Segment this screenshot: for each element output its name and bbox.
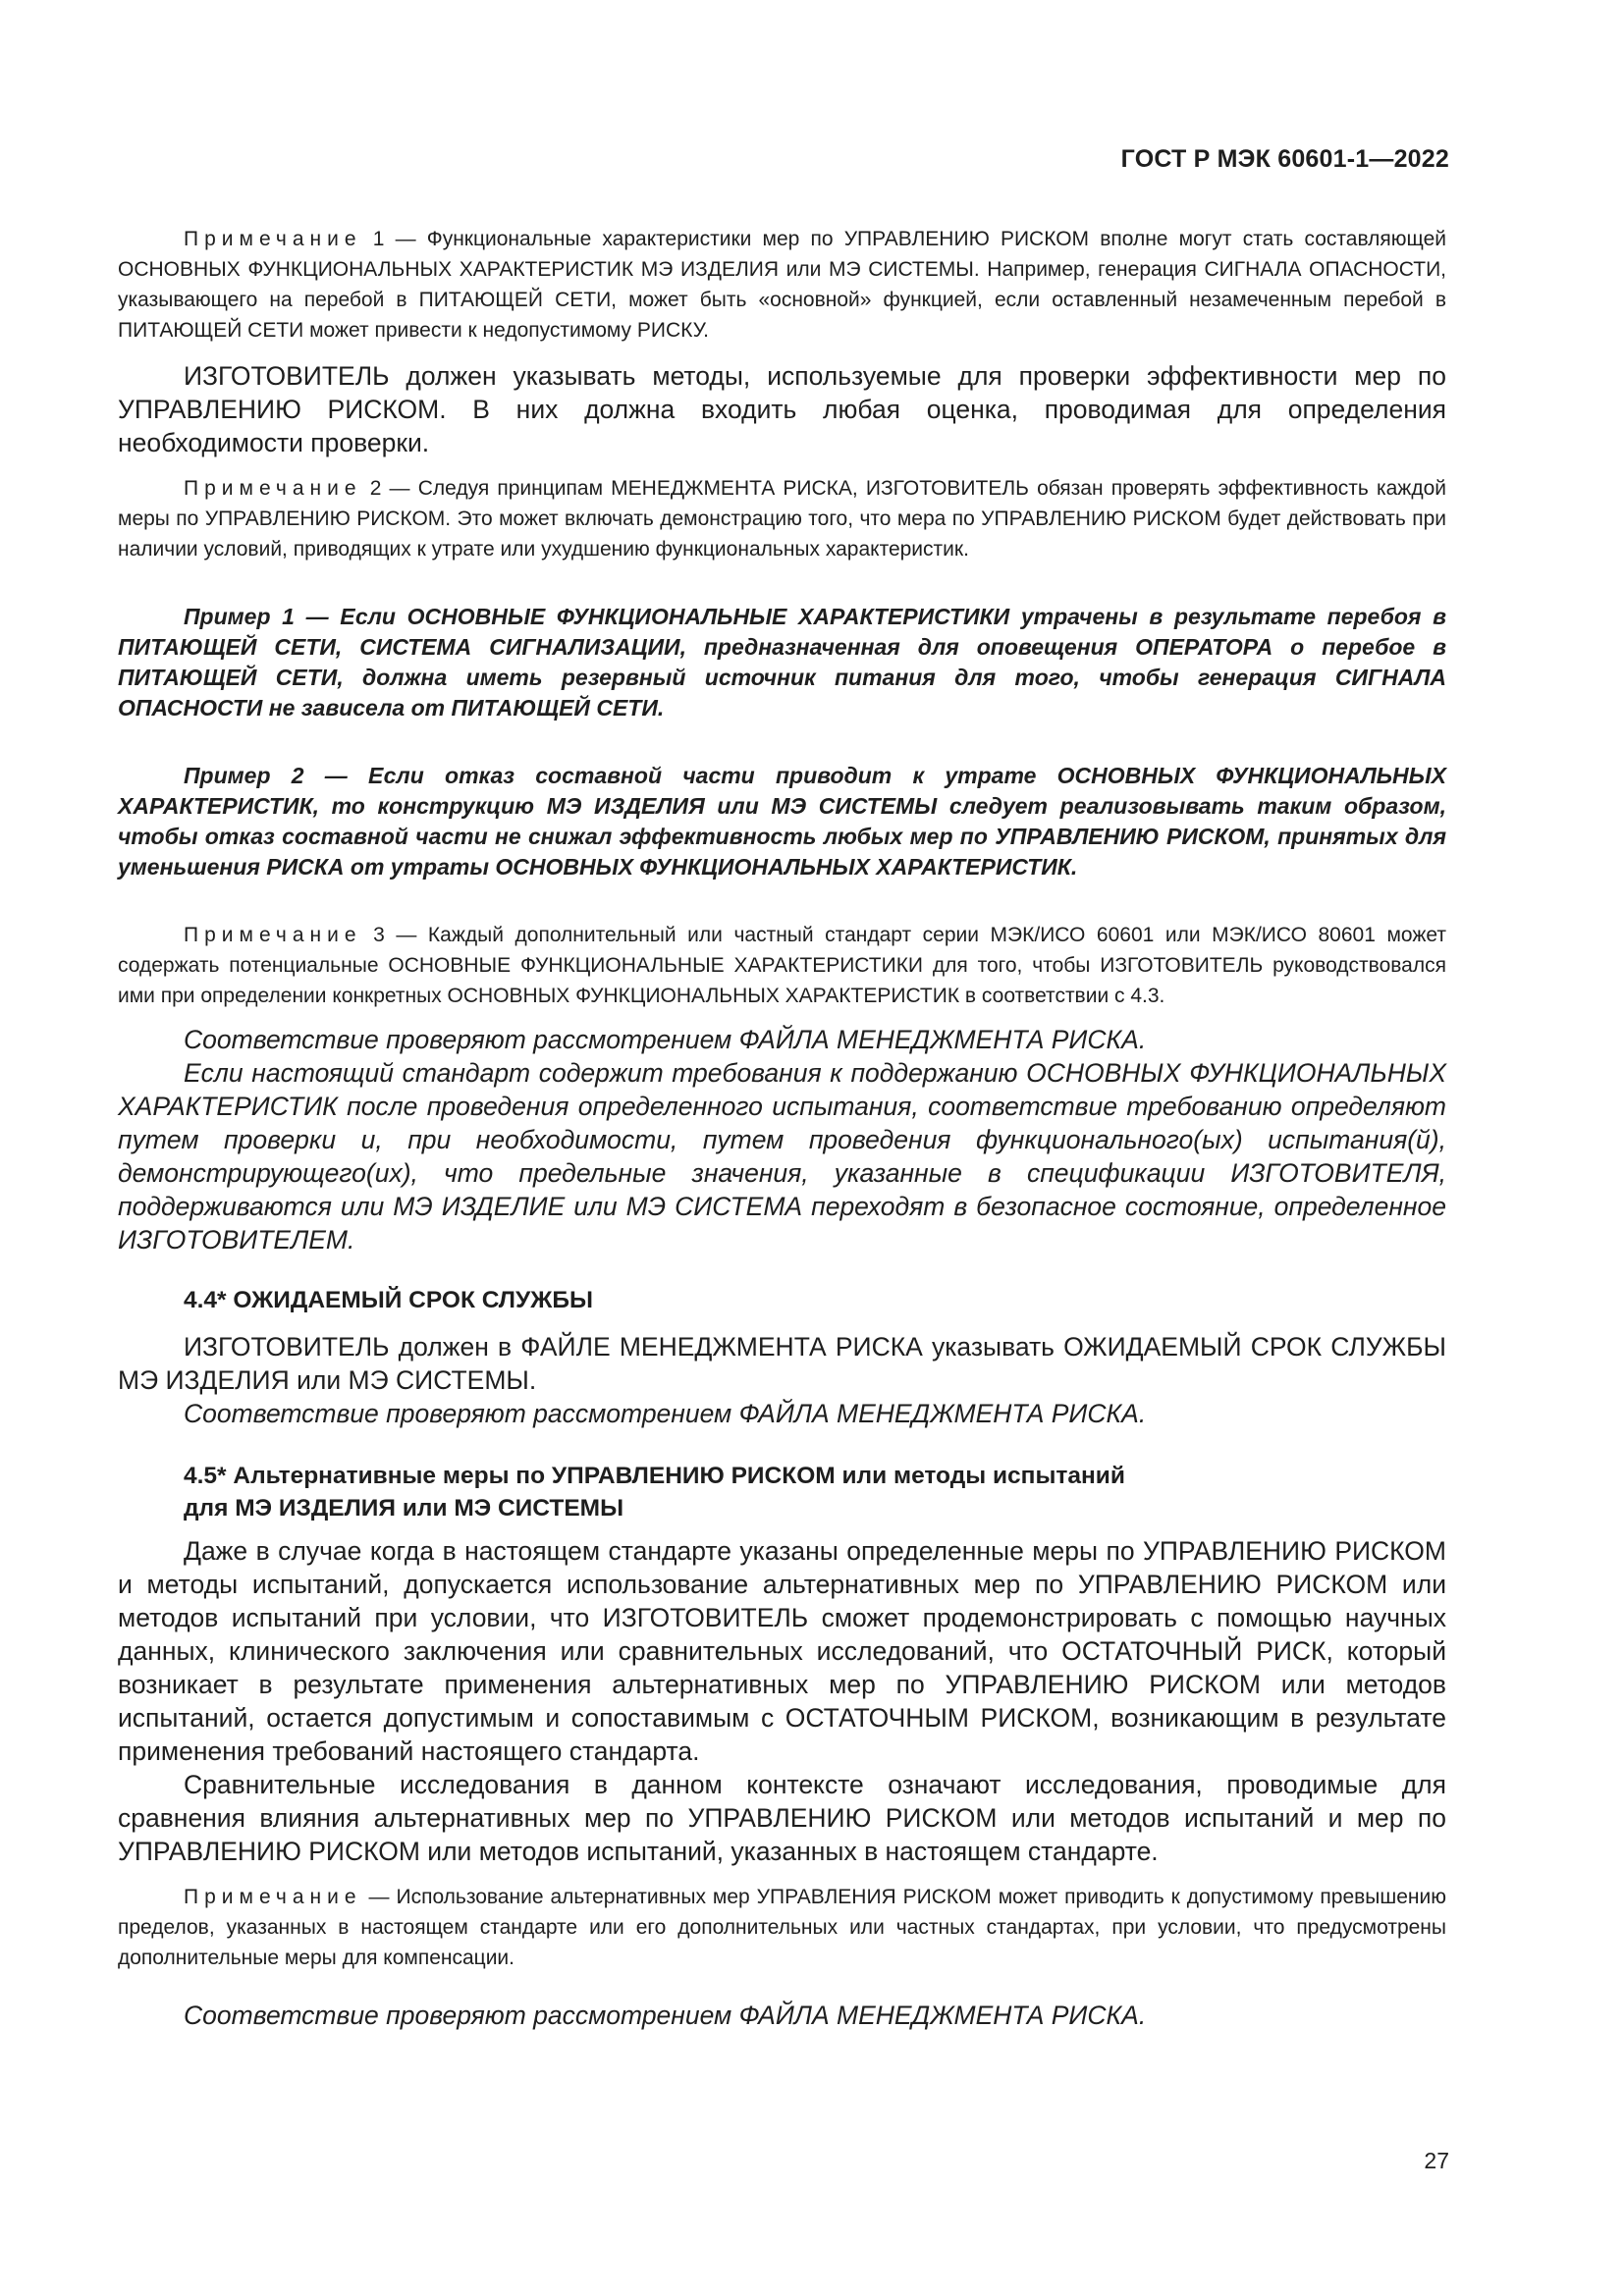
example-1: Пример 1 — Если ОСНОВНЫЕ ФУНКЦИОНАЛЬНЫЕ ХАРАКТЕРИСТИКИ утрачены в результате перебоя в ПИТАЮЩЕЙ СЕТИ, СИСТЕМА СИГНАЛИЗАЦИИ, предназначенная для оповещения ОПЕРАТОРА о перебое в ПИТАЮЩЕЙ СЕТИ, должна иметь резервный источник питания для того, чтобы генерация СИГНАЛА ОПАСНОСТИ не зависела от ПИТАЮЩЕЙ СЕТИ. [118,604,1446,721]
section-4-5-heading-line-1: 4.5* Альтернативные меры по УПРАВЛЕНИЮ РИСКОМ или методы испытаний [184,1463,1125,1489]
note-text: 2 — Следуя принципам МЕНЕДЖМЕНТА РИСКА, ИЗГОТОВИТЕЛЬ обязан проверять эффективность каждой меры по УПРАВЛЕНИЮ РИСКОМ. Это может включать демонстрацию того, что мера по УПРАВЛЕНИЮ РИСКОМ будет действовать при наличии условий, приводящих к утрате или ухудшению функциональных характеристик. [118,477,1446,561]
example-2: Пример 2 — Если отказ составной части приводит к утрате ОСНОВНЫХ ФУНКЦИОНАЛЬНЫХ ХАРАКТЕРИСТИК, то конструкцию МЭ ИЗДЕЛИЯ или МЭ СИСТЕМЫ следует реализовывать таким образом, чтобы отказ составной части не снижал эффективность любых мер по УПРАВЛЕНИЮ РИСКОМ, принятых для уменьшения РИСКА от утраты ОСНОВНЫХ ФУНКЦИОНАЛЬНЫХ ХАРАКТЕРИСТИК. [118,763,1446,880]
note-label: Примечание [184,1886,362,1908]
note-label: Примечание [184,924,362,946]
paragraph-verification-methods: ИЗГОТОВИТЕЛЬ должен указывать методы, используемые для проверки эффективности мер по УПРАВЛЕНИЮ РИСКОМ. В них должна входить любая оценка, проводимая для определения необходимости проверки. [118,361,1446,457]
note-text: — Использование альтернативных мер УПРАВЛЕНИЯ РИСКОМ может приводить к допустимому превышению пределов, указанных в настоящем стандарте или его дополнительных или частных стандартах, при условии, что предусмотрены дополнительные меры для компенсации. [118,1886,1446,1969]
document-code-header: ГОСТ Р МЭК 60601-1—2022 [1120,145,1449,173]
page-number: 27 [1424,2148,1449,2173]
note-text: 3 — Каждый дополнительный или частный стандарт серии МЭК/ИСО 60601 или МЭК/ИСО 80601 может содержать потенциальные ОСНОВНЫЕ ФУНКЦИОНАЛЬНЫЕ ХАРАКТЕРИСТИКИ для того, чтобы ИЗГОТОВИТЕЛЬ руководствовался ими при определении конкретных ОСНОВНЫХ ФУНКЦИОНАЛЬНЫХ ХАРАКТЕРИСТИК в соответствии с 4.3. [118,924,1446,1007]
section-4-4-paragraph: ИЗГОТОВИТЕЛЬ должен в ФАЙЛЕ МЕНЕДЖМЕНТА РИСКА указывать ОЖИДАЕМЫЙ СРОК СЛУЖБЫ МЭ ИЗДЕЛИЯ или МЭ СИСТЕМЫ. [118,1332,1446,1395]
section-4-5-paragraph-2: Сравнительные исследования в данном контексте означают исследования, проводимые для сравнения влияния альтернативных мер по УПРАВЛЕНИЮ РИСКОМ или методов испытаний и мер по УПРАВЛЕНИЮ РИСКОМ или методов испытаний, указанных в настоящем стандарте. [118,1770,1446,1866]
section-4-5-heading-line-2: для МЭ ИЗДЕЛИЯ или МЭ СИСТЕМЫ [184,1495,624,1522]
page-content [118,224,1446,2032]
section-4-5-compliance: Соответствие проверяют рассмотрением ФАЙЛА МЕНЕДЖМЕНТА РИСКА. [184,2001,1147,2030]
note-text: 1 — Функциональные характеристики мер по УПРАВЛЕНИЮ РИСКОМ вполне могут стать составляющей ОСНОВНЫХ ФУНКЦИОНАЛЬНЫХ ХАРАКТЕРИСТИК МЭ ИЗДЕЛИЯ или МЭ СИСТЕМЫ. Например, генерация СИГНАЛА ОПАСНОСТИ, указывающего на перебой в ПИТАЮЩЕЙ СЕТИ, может быть «основной» функцией, если оставленный незамеченным перебой в ПИТАЮЩЕЙ СЕТИ может привести к недопустимому РИСКУ. [118,228,1446,342]
note-3 [118,920,1446,1011]
note-1 [118,224,1446,346]
section-4-4-heading: 4.4* ОЖИДАЕМЫЙ СРОК СЛУЖБЫ [184,1287,593,1313]
compliance-statement-1: Соответствие проверяют рассмотрением ФАЙЛА МЕНЕДЖМЕНТА РИСКА. [184,1025,1147,1054]
note-label: Примечание [184,477,362,500]
note-label: Примечание [184,228,362,250]
compliance-statement-2: Если настоящий стандарт содержит требования к поддержанию ОСНОВНЫХ ФУНКЦИОНАЛЬНЫХ ХАРАКТЕРИСТИК после проведения определенного испытания, соответствие требованию определяют путем проверки и, при необходимости, путем проведения функционального(ых) испытания(й), демонстрирующего(их), что предельные значения, указанные в спецификации ИЗГОТОВИТЕЛЯ, поддерживаются или МЭ ИЗДЕЛИЕ или МЭ СИСТЕМА переходят в безопасное состояние, определенное ИЗГОТОВИТЕЛЕМ. [118,1058,1446,1255]
note-2 [118,473,1446,564]
section-4-5-note [118,1882,1446,1973]
section-4-5-heading [118,1460,1446,1524]
section-4-5-paragraph-1: Даже в случае когда в настоящем стандарте указаны определенные меры по УПРАВЛЕНИЮ РИСКОМ и методы испытаний, допускается использование альтернативных мер по УПРАВЛЕНИЮ РИСКОМ или методов испытаний при условии, что ИЗГОТОВИТЕЛЬ сможет продемонстрировать с помощью научных данных, клинического заключения или сравнительных исследований, что ОСТАТОЧНЫЙ РИСК, который возникает в результате применения альтернативных мер по УПРАВЛЕНИЮ РИСКОМ или методов испытаний, остается допустимым и сопоставимым с ОСТАТОЧНЫМ РИСКОМ, возникающим в результате применения требований настоящего стандарта. [118,1536,1446,1766]
section-4-4-compliance: Соответствие проверяют рассмотрением ФАЙЛА МЕНЕДЖМЕНТА РИСКА. [184,1399,1147,1428]
